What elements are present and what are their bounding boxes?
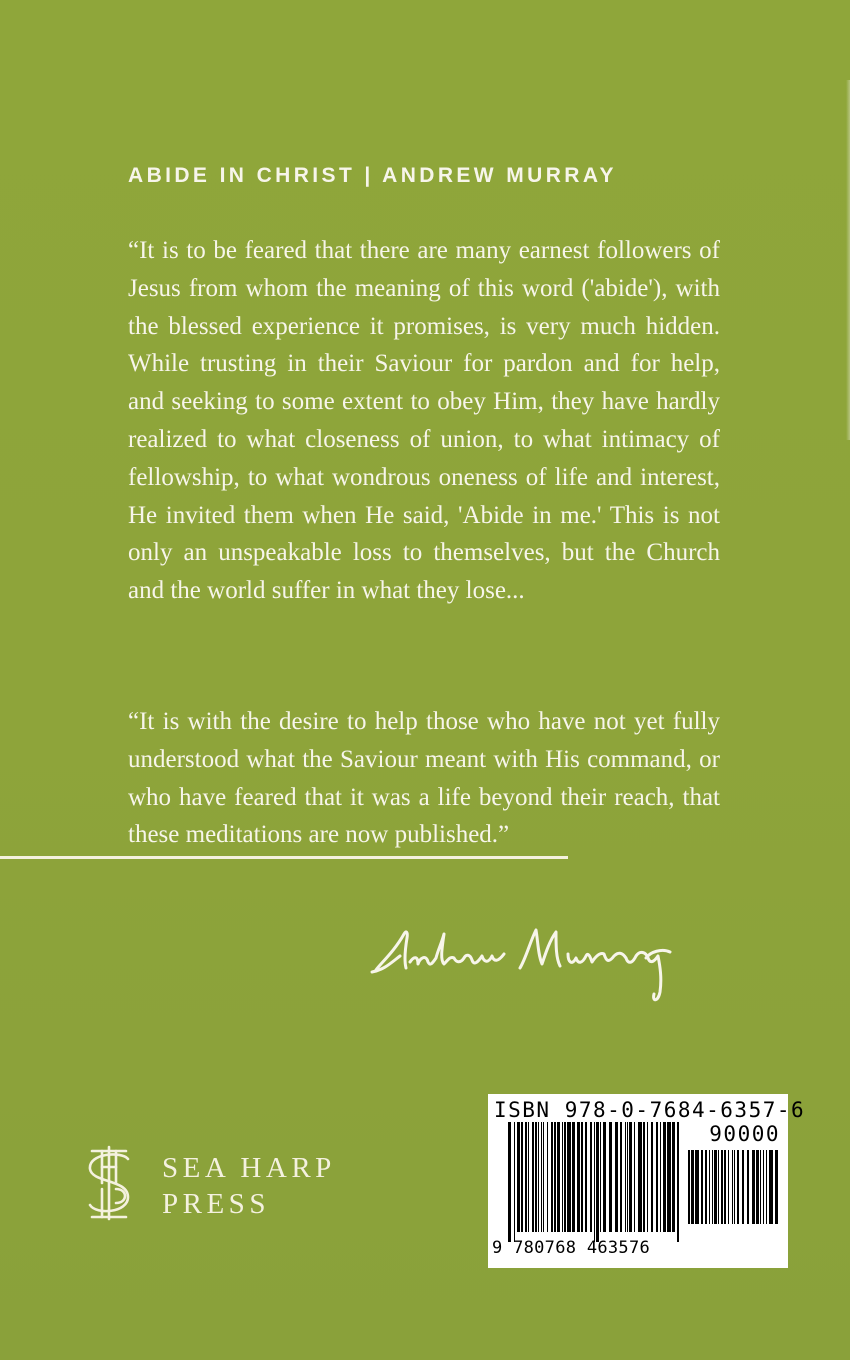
barcode-bar — [567, 1122, 571, 1232]
barcode-bar — [547, 1122, 548, 1232]
barcode-bar — [564, 1122, 566, 1232]
barcode-bar — [521, 1122, 523, 1232]
barcode-bar — [775, 1150, 778, 1224]
barcode-bar — [572, 1122, 575, 1232]
barcode-bar — [625, 1122, 626, 1232]
barcode-bar — [638, 1122, 642, 1232]
publisher-name — [162, 1150, 336, 1222]
barcode-bar — [554, 1122, 556, 1232]
barcode-bar — [528, 1122, 529, 1232]
barcode-bar — [557, 1122, 560, 1232]
price-addon-bars — [688, 1150, 780, 1240]
barcode-bar — [667, 1122, 671, 1232]
barcode-bar — [541, 1122, 542, 1232]
barcode-bar — [660, 1122, 661, 1232]
barcode-bar — [709, 1150, 710, 1224]
barcode-bar — [766, 1150, 767, 1224]
quote-paragraph-2: “It is with the desire to help those who have not yet fully understood what the Saviour meant with His command, or who have feared that it was a life beyond their reach, that these meditations are now published.” — [128, 708, 720, 849]
barcode-bar — [728, 1150, 729, 1224]
barcode-bar — [538, 1122, 539, 1232]
barcode-bar — [656, 1122, 658, 1232]
price-code: 90000 — [709, 1122, 780, 1146]
author-signature — [370, 912, 730, 1007]
barcode-bar — [508, 1122, 511, 1242]
barcode-bar — [714, 1150, 717, 1224]
barcode-bar — [705, 1150, 707, 1224]
barcode-bar — [525, 1122, 527, 1232]
barcode-bar — [688, 1150, 690, 1224]
barcode-bar — [629, 1122, 632, 1232]
barcode-bar — [677, 1122, 679, 1242]
sea-harp-press-logo — [78, 1143, 140, 1223]
barcode-bar — [517, 1122, 520, 1232]
barcode-bar — [724, 1150, 726, 1224]
barcode-bar — [763, 1150, 764, 1224]
horizontal-divider — [0, 856, 568, 859]
publisher-line-2: PRESS — [162, 1188, 270, 1220]
barcode-bar — [701, 1150, 703, 1224]
barcode-bar — [747, 1150, 749, 1224]
barcode-bar — [695, 1150, 699, 1224]
barcode-bar — [732, 1150, 733, 1224]
barcode-bar — [737, 1150, 739, 1224]
barcode-bar — [615, 1122, 618, 1232]
ean-digits: 9 780768 463576 — [492, 1238, 651, 1258]
barcode-bar — [600, 1122, 601, 1232]
barcode-bar — [752, 1150, 755, 1224]
barcode-bar — [742, 1150, 744, 1224]
book-title-author-header: ABIDE IN CHRIST | ANDREW MURRAY — [128, 164, 617, 187]
isbn-barcode — [488, 1094, 806, 1268]
barcode-bar — [756, 1150, 759, 1224]
barcode-bar — [647, 1122, 648, 1232]
barcode-bar — [585, 1122, 587, 1232]
barcode-bar — [581, 1122, 583, 1232]
barcode-bar — [514, 1122, 515, 1242]
barcode-bar — [672, 1122, 675, 1232]
barcode-bar — [594, 1122, 595, 1242]
ean-barcode-bars — [508, 1122, 680, 1242]
barcode-bar — [551, 1122, 553, 1232]
publisher-line-1: SEA HARP — [162, 1152, 336, 1184]
barcode-bar — [562, 1122, 563, 1232]
barcode-bar — [721, 1150, 723, 1224]
quote-paragraph-1: “It is to be feared that there are many earnest followers of Jesus from whom the meaning of this word ('abide'), with the blessed experience it promises, is very much hidden. While trusting in their Saviour for pardon and for help, and seeking to some extent to obey Him, they have hardly realized to what closeness of union, to what intimacy of fellowship, to what wondrous oneness of life and interest, He invited them when He said, 'Abide in me.' This is not only an unspeakable loss to themselves, but the Church and the world suffer in what they lose... — [128, 237, 720, 605]
barcode-bar — [596, 1122, 599, 1242]
barcode-bar — [651, 1122, 653, 1232]
barcode-bar — [543, 1122, 544, 1232]
barcode-bar — [532, 1122, 534, 1232]
barcode-bar — [603, 1122, 606, 1232]
barcode-bar — [734, 1150, 735, 1224]
barcode-bar — [577, 1122, 580, 1232]
barcode-bar — [620, 1122, 622, 1232]
barcode-bar — [609, 1122, 612, 1232]
spine-edge-highlight — [846, 80, 850, 440]
barcode-bar — [769, 1150, 773, 1224]
barcode-bar — [663, 1122, 666, 1232]
barcode-bar — [712, 1150, 713, 1224]
barcode-bar — [634, 1122, 635, 1232]
barcode-bar — [718, 1150, 719, 1224]
barcode-bar — [535, 1122, 537, 1232]
isbn-label: ISBN 978-0-7684-6357-6 — [494, 1098, 806, 1122]
barcode-bar — [627, 1122, 628, 1232]
barcode-bar — [691, 1150, 694, 1224]
barcode-bar — [643, 1122, 645, 1232]
barcode-bar — [590, 1122, 592, 1232]
barcode-bar — [760, 1150, 761, 1224]
